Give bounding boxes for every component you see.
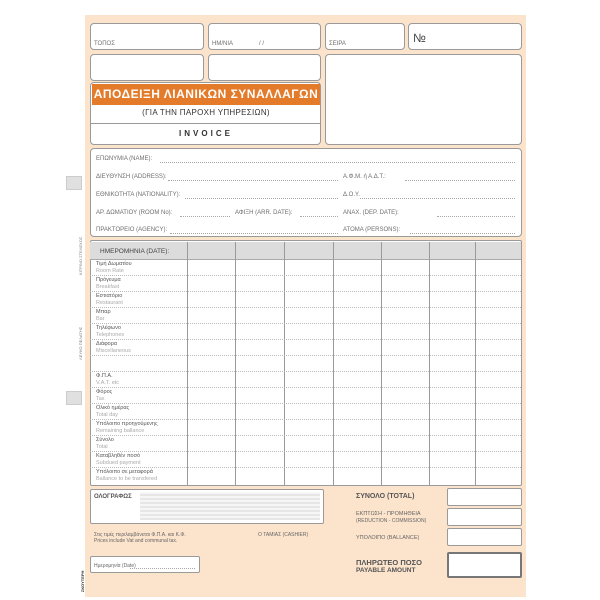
- afm-line: [405, 180, 515, 181]
- column-divider: [235, 242, 236, 486]
- date-footer-line: [130, 568, 195, 569]
- agency-line: [170, 233, 338, 234]
- side-label-1: ΚΙΤΡΙΝΟ ΣΤΕΛΕΧΟΣ: [78, 236, 83, 275]
- vat-note-gr: Στις τιμές περιλαμβάνεται Φ.Π.Α. και Κ.Φ.: [94, 532, 186, 538]
- column-divider: [333, 242, 334, 486]
- row-divider: [90, 355, 521, 356]
- cashier-label: Ο ΤΑΜΙΑΣ (CASHIER): [258, 532, 309, 538]
- date-label: ΗΜ/ΝΙΑ: [212, 41, 233, 47]
- row-divider: [90, 467, 521, 468]
- number-label: №: [413, 31, 426, 45]
- nationality-label: ΕΘΝΙΚΟΤΗΤΑ (NATIONALITY):: [96, 192, 181, 198]
- row-divider: [90, 291, 521, 292]
- table-row: Υπόλοιπο σε μεταφορά Ballance to be transfered: [96, 469, 158, 482]
- name-line: [160, 162, 515, 163]
- issuer-box-right: [208, 54, 321, 81]
- date-header-label: ΗΜΕΡΟΜΗΝΙΑ (DATE):: [100, 248, 170, 255]
- table-row: Σύνολο Total: [96, 437, 114, 450]
- agency-label: ΠΡΑΚΤΟΡΕΙΟ (AGENCY):: [96, 227, 168, 233]
- payable-label-en: PAYABLE AMOUNT: [356, 567, 416, 574]
- row-divider: [90, 451, 521, 452]
- side-tick-bottom: [66, 391, 82, 405]
- column-divider: [381, 242, 382, 486]
- address-label: ΔΙΕΥΘΥΝΣΗ (ADDRESS):: [96, 174, 167, 180]
- table-row: Φόρος Tax: [96, 389, 113, 402]
- title-divider: [90, 123, 321, 124]
- date-slashes: / /: [259, 41, 265, 47]
- total-amount-box[interactable]: [447, 488, 522, 506]
- row-divider: [90, 435, 521, 436]
- afm-label: Α.Φ.Μ. ή Α.Δ.Τ.:: [343, 174, 386, 180]
- table-row: Διάφορα Miscellaneous: [96, 341, 131, 354]
- row-divider: [90, 419, 521, 420]
- balance-label: ΥΠΟΛΟΙΠΟ (BALLANCE): [356, 535, 420, 541]
- charges-table: [90, 240, 522, 486]
- doy-line: [360, 198, 515, 199]
- table-row: Τιμή Δωματίου Room Rate: [96, 261, 132, 274]
- column-divider: [284, 242, 285, 486]
- in-words-label: ΟΛΟΓΡΑΦΩΣ: [94, 494, 132, 500]
- column-divider: [429, 242, 430, 486]
- doy-label: Δ.Ο.Υ.: [343, 192, 360, 198]
- issuer-box-large: [325, 54, 522, 145]
- payable-amount-box[interactable]: [447, 552, 522, 578]
- table-row: Ολικό ημέρας Total day: [96, 405, 130, 418]
- row-divider: [90, 275, 521, 276]
- departure-label: ΑΝΑΧ. (DEP. DATE):: [343, 210, 399, 216]
- row-divider: [90, 371, 521, 372]
- side-label-2: ΛΕΥΚΟ ΠΕΛΑΤΗΣ: [78, 326, 83, 360]
- persons-label: ΑΤΟΜΑ (PERSONS):: [343, 227, 401, 233]
- number-field[interactable]: [408, 23, 522, 50]
- row-divider: [90, 307, 521, 308]
- nationality-line: [185, 198, 338, 199]
- table-row: Πρόγευμα Breakfast: [96, 277, 121, 290]
- document-title: ΑΠΟΔΕΙΞΗ ΛΙΑΝΙΚΩΝ ΣΥΝΑΛΛΑΓΩΝ: [92, 84, 320, 105]
- arrival-line: [300, 216, 338, 217]
- discount-label: ΕΚΠΤΩΣΗ - ΠΡΟΜΗΘΕΙΑ: [356, 511, 421, 517]
- column-divider: [475, 242, 476, 486]
- persons-line: [410, 233, 515, 234]
- address-line: [168, 180, 338, 181]
- table-row: Φ.Π.Α. V.A.T. etc: [96, 373, 120, 386]
- in-words-area: [140, 492, 320, 520]
- discount-en-label: (REDUCTION - COMMISSION): [356, 518, 427, 524]
- room-label: ΑΡ. ΔΩΜΑΤΙΟΥ (ROOM No):: [96, 210, 173, 216]
- document-subtitle: (ΓΙΑ ΤΗΝ ΠΑΡΟΧΗ ΥΠΗΡΕΣΙΩΝ): [142, 108, 270, 117]
- side-tick-top: [66, 176, 82, 190]
- row-divider: [90, 403, 521, 404]
- table-row: Τηλέφωνο Telephones: [96, 325, 125, 338]
- room-line: [180, 216, 230, 217]
- date-field[interactable]: [208, 23, 321, 50]
- table-row: Εστιατόριο Restaurant: [96, 293, 123, 306]
- place-label: ΤΟΠΟΣ: [94, 41, 115, 47]
- payable-label-gr: ΠΛΗΡΩΤΕΟ ΠΟΣΟ: [356, 558, 422, 567]
- total-label: ΣΥΝΟΛΟ (TOTAL): [356, 493, 415, 500]
- invoice-label: INVOICE: [179, 129, 233, 138]
- series-label: ΣΕΙΡΑ: [329, 41, 346, 47]
- row-divider: [90, 323, 521, 324]
- issuer-box-left: [90, 54, 204, 81]
- vat-note-en: Prices include Vat and communal tax.: [94, 538, 178, 544]
- table-row: Μπαρ Bar: [96, 309, 111, 322]
- series-field[interactable]: [325, 23, 405, 50]
- row-divider: [90, 387, 521, 388]
- side-label-3: ΣΚΟΥΤΕΡΗ: [80, 570, 85, 592]
- table-row: Υπόλοιπο προηγούμενης Remaining ballance: [96, 421, 158, 434]
- table-row: Καταβληθέν ποσό Subdued payment: [96, 453, 141, 466]
- date-footer-label: Ημερομηνία (Date): [94, 563, 136, 569]
- discount-amount-box[interactable]: [447, 508, 522, 526]
- row-divider: [90, 339, 521, 340]
- place-field[interactable]: [90, 23, 204, 50]
- departure-line: [437, 216, 515, 217]
- column-divider: [187, 242, 188, 486]
- arrival-label: ΑΦΙΞΗ (ARR. DATE):: [235, 210, 293, 216]
- name-label: ΕΠΩΝΥΜΙΑ (NAME):: [96, 156, 153, 162]
- balance-amount-box[interactable]: [447, 528, 522, 546]
